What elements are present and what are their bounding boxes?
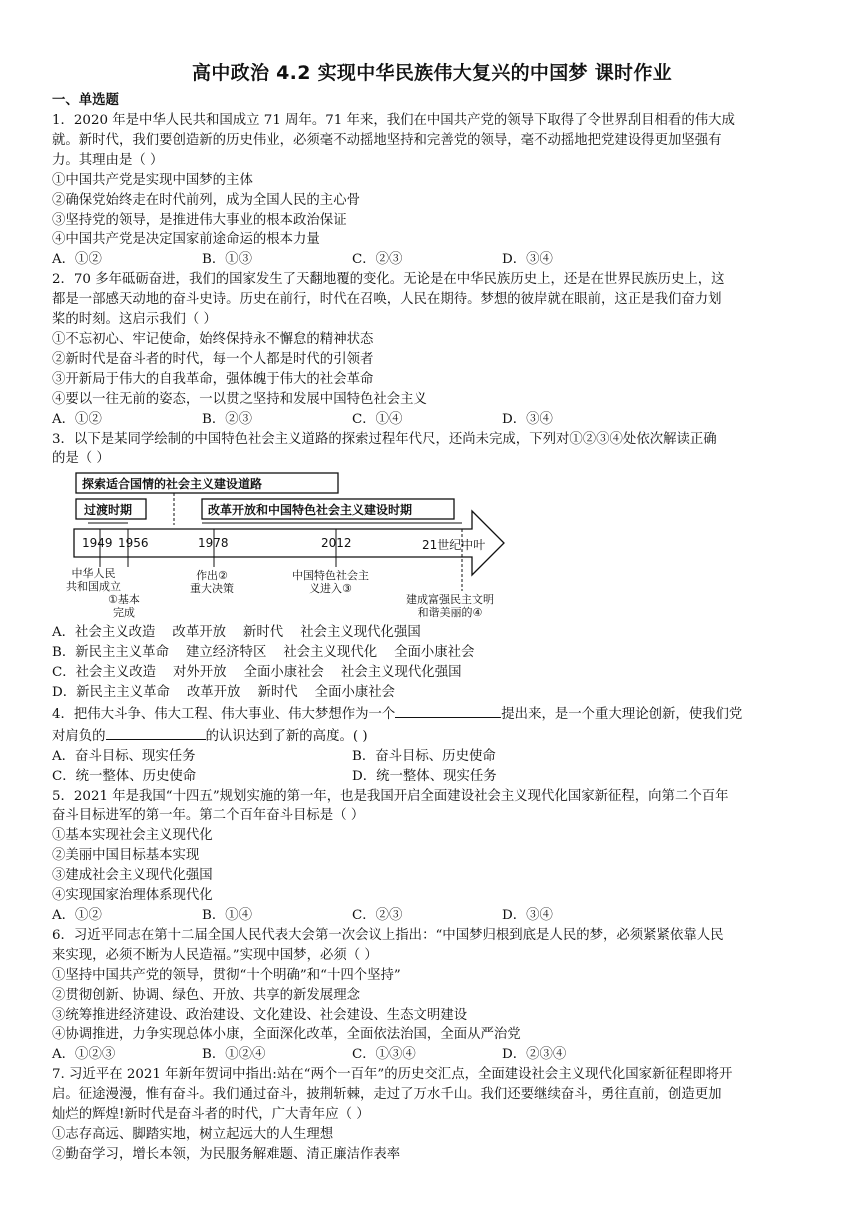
answer-options — [52, 410, 812, 430]
timeline-diagram — [66, 471, 526, 623]
year-21c: 21世纪中叶 — [422, 538, 486, 553]
question-text: 都是一部感天动地的奋斗史诗。历史在前行，时代在召唤，人民在期待。梦想的彼岸就在眼前，这正是我们奋力划 — [52, 292, 722, 308]
note-1949: 中华人民 共和国成立 — [66, 567, 121, 594]
section-heading: 一、单选题 — [52, 93, 119, 108]
note-21c: 建成富强民主文明 和谐美丽的④ — [406, 593, 494, 620]
option-d: D．③④ — [502, 411, 553, 427]
option-b: B．②③ — [202, 411, 253, 427]
question-text: 4．把伟大斗争、伟大工程、伟大事业、伟大梦想作为一个 提出来，是一个重大理论创新，使我们党 — [52, 703, 812, 725]
statement-item: ②勤奋学习，增长本领，为民服务解难题、清正廉洁作表率 — [52, 1146, 401, 1162]
statement-item: ①中国共产党是实现中国梦的主体 — [52, 172, 253, 188]
question-text: 就。新时代，我们要创造新的历史伟业，必须毫不动摇地坚持和完善党的领导，毫不动摇地把党建设得更加坚强有 — [52, 132, 722, 148]
option-b: B．①③ — [202, 252, 253, 268]
question-text: 对肩负的 的认识达到了新的高度。( ) — [52, 725, 812, 747]
option-c: C．②③ — [352, 252, 403, 268]
statement-item: ④要以一往无前的姿态，一以贯之坚持和发展中国特色社会主义 — [52, 391, 427, 407]
fill-blank — [106, 725, 206, 740]
option-b: B．①④ — [202, 908, 253, 923]
answer-options — [52, 906, 812, 926]
question-6 — [52, 926, 812, 1065]
note-1978: 作出② 重大决策 — [190, 569, 234, 596]
question-text: 奋斗目标进军的第一年。第二个百年奋斗目标是（ ） — [52, 808, 365, 824]
question-text: 灿烂的辉煌!新时代是奋斗者的时代，广大青年应（ ） — [52, 1107, 370, 1123]
year-1949: 1949 — [82, 536, 113, 551]
diagram-header: 探索适合国情的社会主义建设道路 — [82, 477, 263, 492]
answer-options — [52, 747, 812, 787]
period-transition: 过渡时期 — [84, 503, 133, 518]
option-b: B．①②④ — [202, 1047, 266, 1063]
statement-item: ①基本实现社会主义现代化 — [52, 828, 213, 844]
statement-item: ④协调推进，力争实现总体小康，全面深化改革，全面依法治国，全面从严治党 — [52, 1027, 521, 1043]
statement-item: ③统筹推进经济建设、政治建设、文化建设、社会建设、生态文明建设 — [52, 1007, 468, 1023]
question-text: 1．2020 年是中华人民共和国成立 71 周年。71 年来，我们在中国共产党的领导下取得了令世界刮目相看的伟大成 — [52, 113, 735, 128]
option-a: A．社会主义改造 改革开放 新时代 社会主义现代化强国 — [52, 625, 421, 641]
fill-blank — [395, 703, 501, 718]
year-1978: 1978 — [198, 536, 229, 551]
year-2012: 2012 — [321, 536, 352, 551]
option-a: A．①② — [52, 252, 102, 268]
answer-options — [52, 250, 812, 270]
question-4 — [52, 703, 812, 787]
question-text: 6．习近平同志在第十二届全国人民代表大会第一次会议上指出：“中国梦归根到底是人民的梦，必须紧紧依靠人民 — [52, 927, 724, 943]
statement-item: ④实现国家治理体系现代化 — [52, 888, 213, 904]
statement-item: ④中国共产党是决定国家前途命运的根本力量 — [52, 232, 320, 248]
question-2 — [52, 270, 812, 429]
question-text: 启。征途漫漫，惟有奋斗。我们通过奋斗，披荆斩棘，走过了万水千山。我们还要继续奋斗，勇往直前，创造更加 — [52, 1087, 722, 1103]
option-a: A．①② — [52, 411, 102, 427]
question-text: 2．70 多年砥砺奋进，我们的国家发生了天翻地覆的变化。无论是在中华民族历史上，还是在世界民族历史上，这 — [52, 272, 725, 288]
option-d: D．③④ — [502, 908, 553, 923]
statement-item: ①坚持中国共产党的领导，贯彻“十个明确”和“十四个坚持” — [52, 967, 401, 983]
option-d: D．新民主主义革命 改革开放 新时代 全面小康社会 — [52, 685, 396, 701]
question-text: 力。其理由是（ ） — [52, 152, 164, 168]
statement-item: ③开新局于伟大的自我革命，强体魄于伟大的社会革命 — [52, 371, 374, 387]
question-text: 5．2021 年是我国“十四五”规划实施的第一年，也是我国开启全面建设社会主义现代化国家新征程，向第二个百年 — [52, 788, 729, 804]
statement-item: ②贯彻创新、协调、绿色、开放、共享的新发展理念 — [52, 987, 360, 1003]
option-a: A．①② — [52, 908, 102, 923]
answer-options — [52, 1045, 812, 1065]
worksheet-page — [52, 58, 812, 1165]
period-reform: 改革开放和中国特色社会主义建设时期 — [208, 503, 413, 518]
option-a: A．奋斗目标、现实任务 — [52, 748, 196, 764]
option-c: C．①③④ — [352, 1047, 416, 1063]
statement-item: ②美丽中国目标基本实现 — [52, 848, 200, 864]
note-1956: ①基本 完成 — [108, 593, 140, 620]
option-c: C．统一整体、历史使命 — [52, 768, 197, 784]
year-1956: 1956 — [118, 536, 149, 551]
option-d: D．②③④ — [502, 1047, 567, 1063]
note-2012: 中国特色社会主 义进入③ — [292, 569, 369, 596]
question-1 — [52, 111, 812, 270]
statement-item: ②确保党始终走在时代前列，成为全国人民的主心骨 — [52, 192, 360, 208]
question-5 — [52, 787, 812, 926]
question-3 — [52, 430, 812, 703]
question-text: 桨的时刻。这启示我们（ ） — [52, 312, 217, 328]
option-c: C．①④ — [352, 411, 403, 427]
statement-item: ①志存高远、脚踏实地，树立起远大的人生理想 — [52, 1126, 334, 1142]
option-b: B．新民主主义革命 建立经济特区 社会主义现代化 全面小康社会 — [52, 645, 475, 661]
question-text: 的是（ ） — [52, 451, 110, 467]
question-7 — [52, 1065, 812, 1165]
statement-item: ③坚持党的领导，是推进伟大事业的根本政治保证 — [52, 212, 347, 228]
option-c: C．②③ — [352, 908, 403, 923]
option-d: D．③④ — [502, 252, 553, 268]
question-text: 7. 习近平在 2021 年新年贺词中指出:站在“两个一百年”的历史交汇点，全面建设社会主义现代化国家新征程即将开 — [52, 1067, 733, 1083]
option-a: A．①②③ — [52, 1047, 116, 1063]
question-text: 3．以下是某同学绘制的中国特色社会主义道路的探索过程年代尺，还尚未完成，下列对①②③④处依次解读正确 — [52, 431, 717, 447]
statement-item: ②新时代是奋斗者的时代，每一个人都是时代的引领者 — [52, 351, 374, 367]
option-b: B．奋斗目标、历史使命 — [352, 748, 496, 764]
option-d: D．统一整体、现实任务 — [352, 768, 497, 784]
question-text: 来实现，必须不断为人民造福。”实现中国梦，必须（ ） — [52, 947, 378, 963]
statement-item: ①不忘初心、牢记使命，始终保持永不懈怠的精神状态 — [52, 331, 374, 347]
option-c: C．社会主义改造 对外开放 全面小康社会 社会主义现代化强国 — [52, 665, 462, 681]
page-title: 高中政治 4.2 实现中华民族伟大复兴的中国梦 课时作业 — [192, 62, 672, 84]
statement-item: ③建成社会主义现代化强国 — [52, 868, 213, 884]
